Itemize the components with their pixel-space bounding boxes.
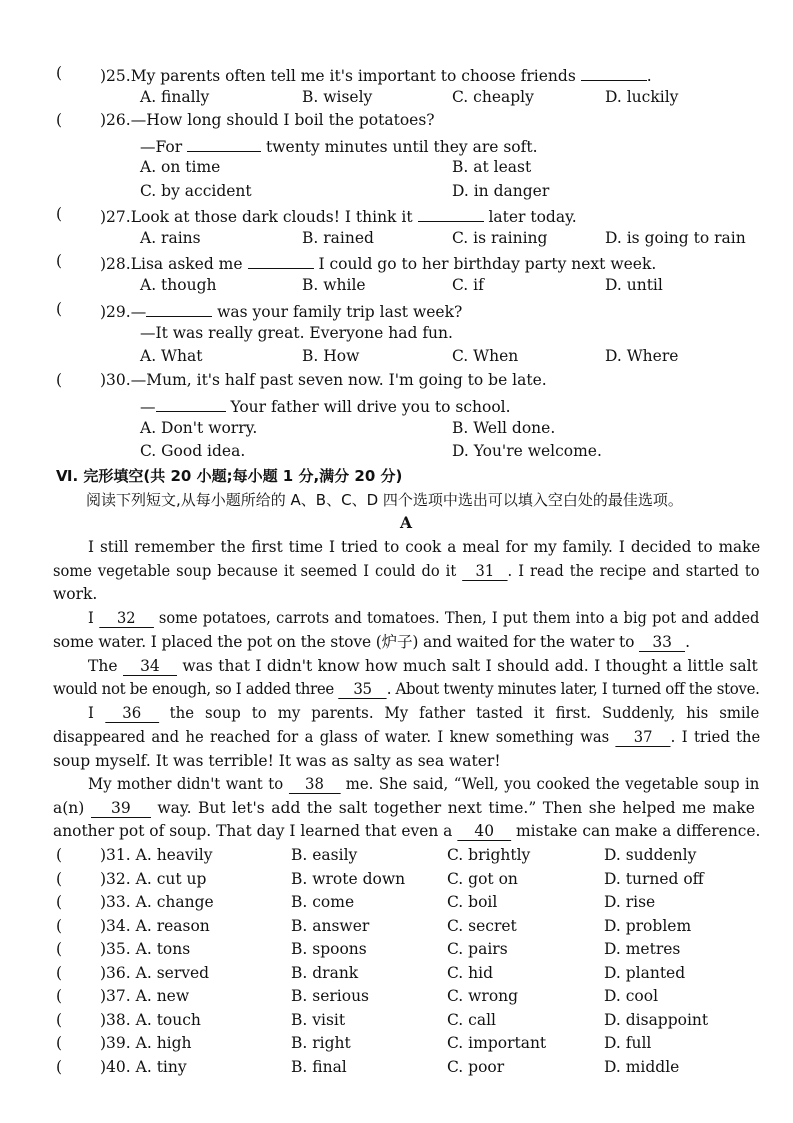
passage-line	[88, 774, 759, 794]
passage-text: My mother didn't want to	[88, 775, 284, 793]
option-b: B. while	[302, 276, 366, 294]
option-a: A. Don't worry.	[140, 419, 258, 437]
answer-blank[interactable]	[187, 134, 261, 152]
question-number: )31.	[100, 846, 131, 864]
passage-line: I still remember the first time I tried to cook a meal for my family. I decided to make	[88, 538, 761, 556]
passage-line	[53, 679, 760, 699]
answer-paren-open: (	[56, 846, 63, 864]
question-text-end: later today.	[488, 208, 577, 226]
option-c: C. poor	[447, 1058, 505, 1076]
answer-blank[interactable]	[156, 394, 226, 412]
option-a	[100, 986, 189, 1006]
option-d: D. problem	[604, 917, 692, 935]
question-number: )28.	[100, 255, 131, 273]
question-number: )38.	[100, 1011, 131, 1029]
option-d: D. luckily	[605, 88, 679, 106]
passage-text: . I tried the	[670, 728, 761, 746]
question-30	[100, 370, 547, 390]
question-text: —	[130, 303, 147, 321]
answer-paren-open: (	[56, 252, 63, 270]
option-c: C. call	[447, 1011, 496, 1029]
option-a-text: A. tiny	[135, 1058, 187, 1076]
option-b: B. Well done.	[452, 419, 556, 437]
passage-line	[88, 656, 758, 676]
answer-paren-open: (	[56, 917, 63, 935]
question-number: )25.	[100, 67, 131, 85]
passage-text: I	[88, 704, 94, 722]
passage-text: disappeared and he reached for a glass of water. I knew something was	[53, 728, 610, 746]
option-a-text: A. touch	[135, 1011, 201, 1029]
question-27	[100, 204, 577, 227]
option-a-text: A. tons	[135, 940, 191, 958]
option-a	[100, 892, 214, 912]
passage-line: work.	[53, 585, 98, 603]
passage-text: was that I didn't know how much salt I should add. I thought a little salt	[182, 657, 758, 675]
passage-line	[53, 561, 760, 581]
cloze-blank-36[interactable]: 36	[105, 705, 159, 723]
option-b: B. visit	[291, 1011, 346, 1029]
option-b: B. spoons	[291, 940, 367, 958]
question-number: )32.	[100, 870, 131, 888]
option-d: D. planted	[604, 964, 686, 982]
option-a-text: A. high	[135, 1034, 192, 1052]
answer-blank[interactable]	[418, 204, 484, 222]
option-a: A. on time	[140, 158, 221, 176]
option-d: D. until	[605, 276, 663, 294]
passage-text: the soup to my parents. My father tasted it first. Suddenly, his smile	[169, 704, 760, 722]
cloze-blank-35[interactable]: 35	[338, 681, 386, 699]
option-b: B. How	[302, 347, 360, 365]
answer-paren-open: (	[56, 893, 63, 911]
question-number: )37.	[100, 987, 131, 1005]
passage-line	[88, 703, 759, 723]
option-b: B. final	[291, 1058, 347, 1076]
passage-text: another pot of soup. That day I learned that even a	[53, 822, 453, 840]
option-a-text: A. heavily	[135, 846, 213, 864]
option-c: C. boil	[447, 893, 498, 911]
option-d: D. is going to rain	[605, 229, 746, 247]
option-b: B. serious	[291, 987, 370, 1005]
question-25	[100, 63, 652, 86]
option-d: D. Where	[605, 347, 679, 365]
question-text: —How long should I boil the potatoes?	[130, 111, 435, 129]
passage-line	[53, 727, 760, 747]
option-c: C. got on	[447, 870, 518, 888]
option-a	[100, 1010, 201, 1030]
answer-blank[interactable]	[146, 299, 212, 317]
cloze-blank-40[interactable]: 40	[457, 823, 511, 841]
option-a-text: A. change	[135, 893, 214, 911]
option-b: B. easily	[291, 846, 358, 864]
answer-paren-open: (	[56, 1058, 63, 1076]
question-text: My parents often tell me it's important to choose friends	[130, 67, 576, 85]
option-a	[100, 845, 213, 865]
question-text-end: twenty minutes until they are soft.	[266, 138, 538, 156]
question-29	[100, 299, 462, 322]
question-number: )26.	[100, 111, 131, 129]
option-d: D. cool	[604, 987, 659, 1005]
option-a-text: A. new	[135, 987, 190, 1005]
passage-text: . About twenty minutes later, I turned off the stove.	[386, 680, 760, 698]
option-a: A. What	[140, 347, 203, 365]
cloze-blank-37[interactable]: 37	[616, 729, 671, 747]
option-a: A. though	[140, 276, 217, 294]
option-c: C. When	[452, 347, 519, 365]
question-text: —Mum, it's half past seven now. I'm going to be late.	[130, 371, 547, 389]
passage-line	[53, 798, 755, 818]
option-b: B. come	[291, 893, 355, 911]
option-b: B. wisely	[302, 88, 373, 106]
passage-text: some vegetable soup because it seemed I could do it	[53, 562, 457, 580]
passage-text: some water. I placed the pot on the stove (炉子) and waited for the water to	[53, 633, 635, 651]
section-title: Ⅵ. 完形填空(共 20 小题;每小题 1 分,满分 20 分)	[56, 467, 403, 485]
question-29-line2: —It was really great. Everyone had fun.	[140, 324, 453, 342]
option-c: C. important	[447, 1034, 547, 1052]
option-b: B. drank	[291, 964, 359, 982]
passage-text: . I read the recipe and started to	[507, 562, 760, 580]
answer-paren-open: (	[56, 64, 63, 82]
option-d: D. in danger	[452, 182, 550, 200]
option-a-text: A. reason	[135, 917, 210, 935]
answer-paren-open: (	[56, 870, 63, 888]
passage-text: The	[88, 657, 118, 675]
answer-blank[interactable]	[581, 63, 647, 81]
question-text-end: I could go to her birthday party next week.	[318, 255, 657, 273]
question-text-end: was your family trip last week?	[217, 303, 463, 321]
question-number: )33.	[100, 893, 131, 911]
option-b: B. rained	[302, 229, 374, 247]
option-b: B. answer	[291, 917, 370, 935]
passage-line	[53, 632, 690, 652]
option-a	[100, 869, 206, 889]
question-26-line2	[140, 134, 538, 157]
question-30-line2	[140, 394, 511, 417]
option-d: D. metres	[604, 940, 681, 958]
option-c: C. brightly	[447, 846, 531, 864]
question-number: )29.	[100, 303, 131, 321]
passage-text: me. She said, “Well, you cooked the vegetable soup in	[345, 775, 760, 793]
option-c: C. pairs	[447, 940, 508, 958]
option-a	[100, 939, 190, 959]
cloze-blank-31[interactable]: 31	[462, 563, 507, 581]
question-number: )36.	[100, 964, 131, 982]
question-number: )35.	[100, 940, 131, 958]
passage-text: a(n)	[53, 799, 85, 817]
option-d: D. rise	[604, 893, 656, 911]
question-number: )39.	[100, 1034, 131, 1052]
option-d: D. disappoint	[604, 1011, 709, 1029]
answer-paren-open: (	[56, 371, 63, 389]
cloze-blank-33[interactable]: 33	[639, 634, 685, 652]
passage-line	[88, 608, 759, 628]
passage-text: way. But let's add the salt together next time.” Then she helped me make	[157, 799, 755, 817]
section-instruction: 阅读下列短文,从每小题所给的 A、B、C、D 四个选项中选出可以填入空白处的最佳选项。	[86, 491, 683, 509]
passage-label: A	[400, 513, 413, 532]
option-a-text: A. cut up	[135, 870, 207, 888]
answer-paren-open: (	[56, 111, 63, 129]
answer-blank[interactable]	[248, 251, 314, 269]
question-text: —	[140, 398, 156, 416]
question-text: Lisa asked me	[130, 255, 243, 273]
passage-text: some potatoes, carrots and tomatoes. Then, I put them into a big pot and added	[158, 609, 760, 627]
option-a: A. rains	[140, 229, 201, 247]
option-b: B. at least	[452, 158, 532, 176]
option-a	[100, 963, 209, 983]
question-number: )27.	[100, 208, 131, 226]
option-a	[100, 916, 210, 936]
option-c: C. secret	[447, 917, 517, 935]
question-text-end: .	[646, 67, 652, 85]
cloze-blank-38[interactable]: 38	[289, 776, 341, 794]
option-d: D. full	[604, 1034, 652, 1052]
passage-text: .	[685, 633, 690, 651]
question-number: )40.	[100, 1058, 131, 1076]
passage-text: would not be enough, so I added three	[53, 680, 334, 698]
option-d: D. middle	[604, 1058, 680, 1076]
answer-paren-open: (	[56, 940, 63, 958]
answer-paren-open: (	[56, 300, 63, 318]
option-c: C. is raining	[452, 229, 548, 247]
option-b: B. wrote down	[291, 870, 406, 888]
cloze-blank-34[interactable]: 34	[123, 658, 177, 676]
passage-line: soup myself. It was terrible! It was as salty as sea water!	[53, 752, 501, 770]
option-c: C. hid	[447, 964, 494, 982]
question-text-end: Your father will drive you to school.	[230, 398, 511, 416]
answer-paren-open: (	[56, 1034, 63, 1052]
question-26	[100, 110, 435, 130]
passage-text: I	[88, 609, 94, 627]
passage-text: mistake can make a difference.	[516, 822, 761, 840]
cloze-blank-32[interactable]: 32	[99, 610, 154, 628]
cloze-blank-39[interactable]: 39	[91, 800, 151, 818]
answer-paren-open: (	[56, 987, 63, 1005]
passage-line	[53, 821, 760, 841]
option-d: D. You're welcome.	[452, 442, 602, 460]
option-a-text: A. served	[135, 964, 210, 982]
option-c: C. wrong	[447, 987, 519, 1005]
option-b: B. right	[291, 1034, 351, 1052]
question-number: )30.	[100, 371, 131, 389]
option-d: D. suddenly	[604, 846, 697, 864]
option-d: D. turned off	[604, 870, 704, 888]
answer-paren-open: (	[56, 205, 63, 223]
answer-paren-open: (	[56, 1011, 63, 1029]
question-number: )34.	[100, 917, 131, 935]
question-text: Look at those dark clouds! I think it	[130, 208, 413, 226]
option-c: C. if	[452, 276, 484, 294]
question-28	[100, 251, 656, 274]
option-c: C. cheaply	[452, 88, 534, 106]
option-c: C. by accident	[140, 182, 252, 200]
answer-paren-open: (	[56, 964, 63, 982]
option-a	[100, 1033, 192, 1053]
question-text: —For	[140, 138, 183, 156]
option-a	[100, 1057, 187, 1077]
option-c: C. Good idea.	[140, 442, 246, 460]
option-a: A. finally	[140, 88, 210, 106]
